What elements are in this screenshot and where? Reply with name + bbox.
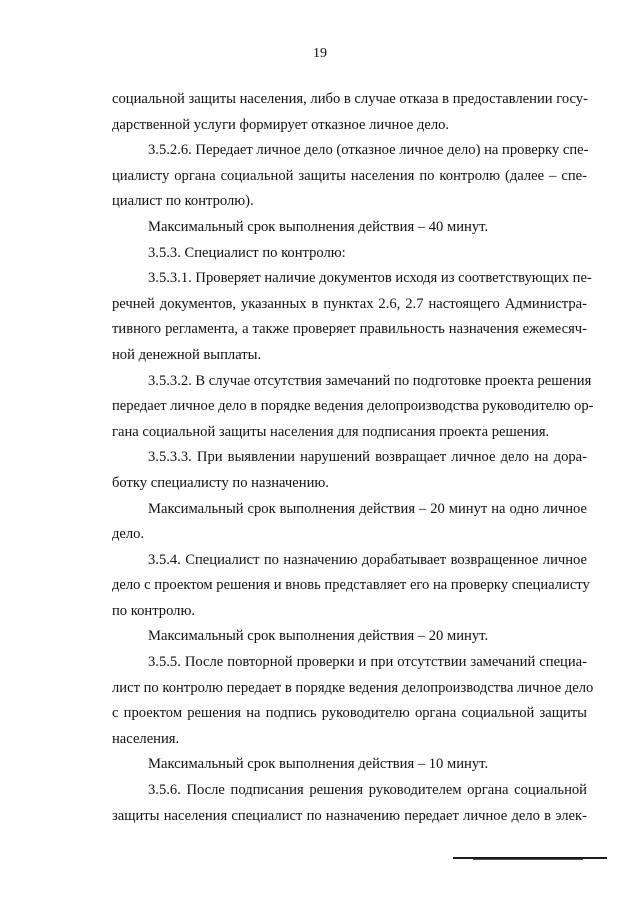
text-line: защиты населения специалист по назначению передает личное дело в элек- — [112, 807, 587, 824]
text-line: 3.5.3.3. При выявлении нарушений возвращает личное дело на дора- — [148, 449, 587, 466]
text-line: Максимальный срок выполнения действия – 20 минут на одно личное — [148, 500, 587, 517]
text-line: лист по контролю передает в порядке ведения делопроизводства личное дело — [112, 679, 594, 696]
text-line: циалист по контролю). — [112, 193, 254, 210]
text-line: Максимальный срок выполнения действия – 10 минут. — [148, 756, 489, 773]
text-line: социальной защиты населения, либо в случае отказа в предоставлении госу- — [112, 91, 588, 107]
text-line: Максимальный срок выполнения действия – 20 минут. — [148, 628, 489, 645]
text-line: тивного регламента, а также проверяет правильность назначения ежемесяч- — [112, 321, 587, 338]
text-line: речней документов, указанных в пунктах 2.6, 2.7 настоящего Администра- — [112, 295, 587, 312]
text-line: 3.5.2.6. Передает личное дело (отказное личное дело) на проверку спе- — [148, 142, 589, 159]
text-line: дарственной услуги формирует отказное личное дело. — [112, 116, 450, 133]
text-line: дело. — [112, 526, 145, 543]
text-line: Максимальный срок выполнения действия – 40 минут. — [148, 218, 489, 235]
text-line: гана социальной защиты населения для подписания проекта решения. — [112, 423, 550, 440]
text-line: ной денежной выплаты. — [112, 346, 262, 363]
page-number: 19 — [313, 46, 327, 61]
document-body — [112, 87, 594, 829]
text-line: по контролю. — [112, 602, 196, 619]
text-line: 3.5.6. После подписания решения руководителем органа социальной — [148, 782, 587, 799]
text-line: передает личное дело в порядке ведения делопроизводства руководителю ор- — [112, 398, 594, 415]
text-line: 3.5.5. После повторной проверки и при отсутствии замечаний специа- — [148, 654, 587, 671]
text-line: 3.5.4. Специалист по назначению дорабатывает возвращенное личное — [148, 551, 587, 568]
text-line: циалисту органа социальной защиты населения по контролю (далее – спе- — [112, 167, 587, 184]
text-line: 3.5.3.1. Проверяет наличие документов исходя из соответствующих пе- — [148, 270, 592, 287]
text-line: 3.5.3. Специалист по контролю: — [148, 244, 346, 261]
text-line: с проектом решения на подпись руководителю органа социальной защиты — [112, 705, 587, 722]
text-line: ботку специалисту по назначению. — [112, 474, 329, 491]
text-line: населения. — [112, 730, 180, 747]
text-line: дело с проектом решения и вновь представляет его на проверку специалисту — [112, 577, 590, 594]
footer-rule — [453, 857, 607, 859]
text-line: 3.5.3.2. В случае отсутствия замечаний по подготовке проекта решения — [148, 372, 592, 389]
